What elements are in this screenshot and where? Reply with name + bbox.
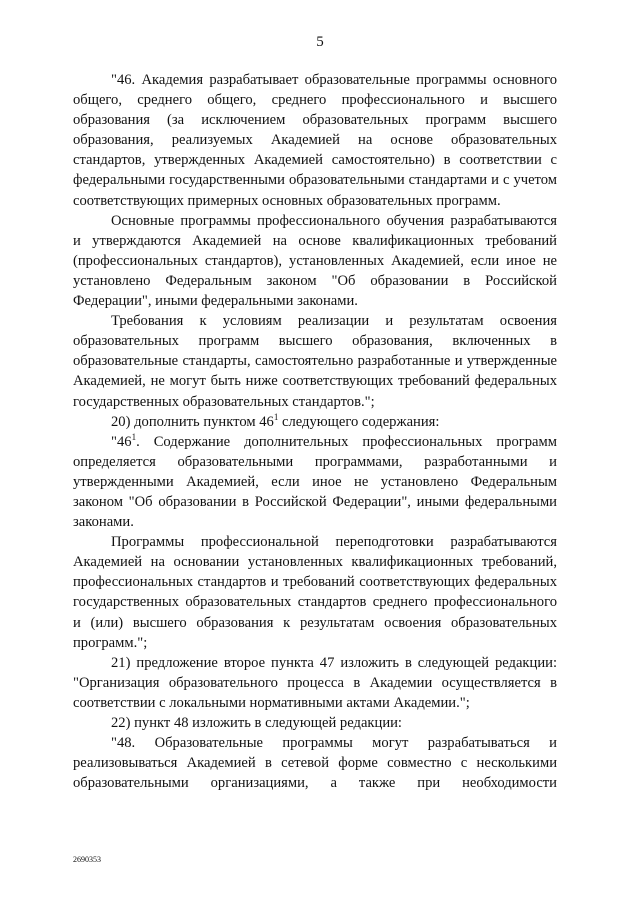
- superscript: 1: [273, 411, 279, 422]
- paragraph-46-1-body: . Содержание дополнительных профессиональных программ определяется образовательными программами, разработанными и утвержденными Академией, если иное не установлено Федеральным законом "Об образовании в Российской Федерации", иными федеральными законами.: [73, 433, 557, 531]
- paragraph-item-21: 21) предложение второе пункта 47 изложить в следующей редакции: "Организация образовательного процесса в Академии осуществляется в соответствии с локальными нормативными актами Академии.";: [73, 654, 557, 711]
- page-number: 5: [316, 34, 324, 50]
- paragraph-46-1: [73, 432, 557, 532]
- paragraph-item-20-tail: следующего содержания:: [278, 413, 440, 430]
- paragraph-basic-programs: Основные программы профессионального обучения разрабатываются и утверждаются Академией на основе квалификационных требований (профессиональных стандартов), установленных Академией, если иное не установлено Федеральным законом "Об образовании в Российской Федерации", иными федеральными законами.: [73, 212, 557, 310]
- document-body: [73, 70, 557, 793]
- paragraph-retraining: Программы профессиональной переподготовки разрабатываются Академией на основании установленных квалификационных требований, профессиональных стандартов и требований соответствующих федеральных государственных образовательных стандартов среднего профессионального и (или) высшего образования к результатам освоения образовательных программ.";: [73, 534, 557, 651]
- paragraph-requirements: Требования к условиям реализации и результатам освоения образовательных программ высшего образования, включенных в образовательные стандарты, самостоятельно разработанные и утвержденные Академией, не могут быть ниже соответствующих требований федеральных государственных образовательных стандартов.";: [73, 313, 557, 410]
- paragraph-item-20-lead: 20) дополнить пунктом 46: [111, 413, 274, 430]
- paragraph-48: "48. Образовательные программы могут разрабатываться и реализовываться Академией в сетевой форме совместно с несколькими образовательными организациями, а также при необходимости: [73, 735, 557, 792]
- paragraph-item-22: 22) пункт 48 изложить в следующей редакции:: [111, 715, 402, 731]
- paragraph-46-1-lead: "46: [111, 433, 132, 450]
- paragraph-46: "46. Академия разрабатывает образовательные программы основного общего, среднего общего, среднего профессионального и высшего образования (за исключением образовательных программ высшего образования, реализуемых Академией на основе образовательных стандартов, утвержденных Академией самостоятельно) в соответствии с федеральными государственными образовательными стандартами и с учетом соответствующих примерных основных образовательных программ.: [73, 72, 557, 209]
- paragraph-item-20: [73, 412, 557, 432]
- superscript: 1: [131, 431, 137, 442]
- document-code: 2690353: [73, 855, 101, 864]
